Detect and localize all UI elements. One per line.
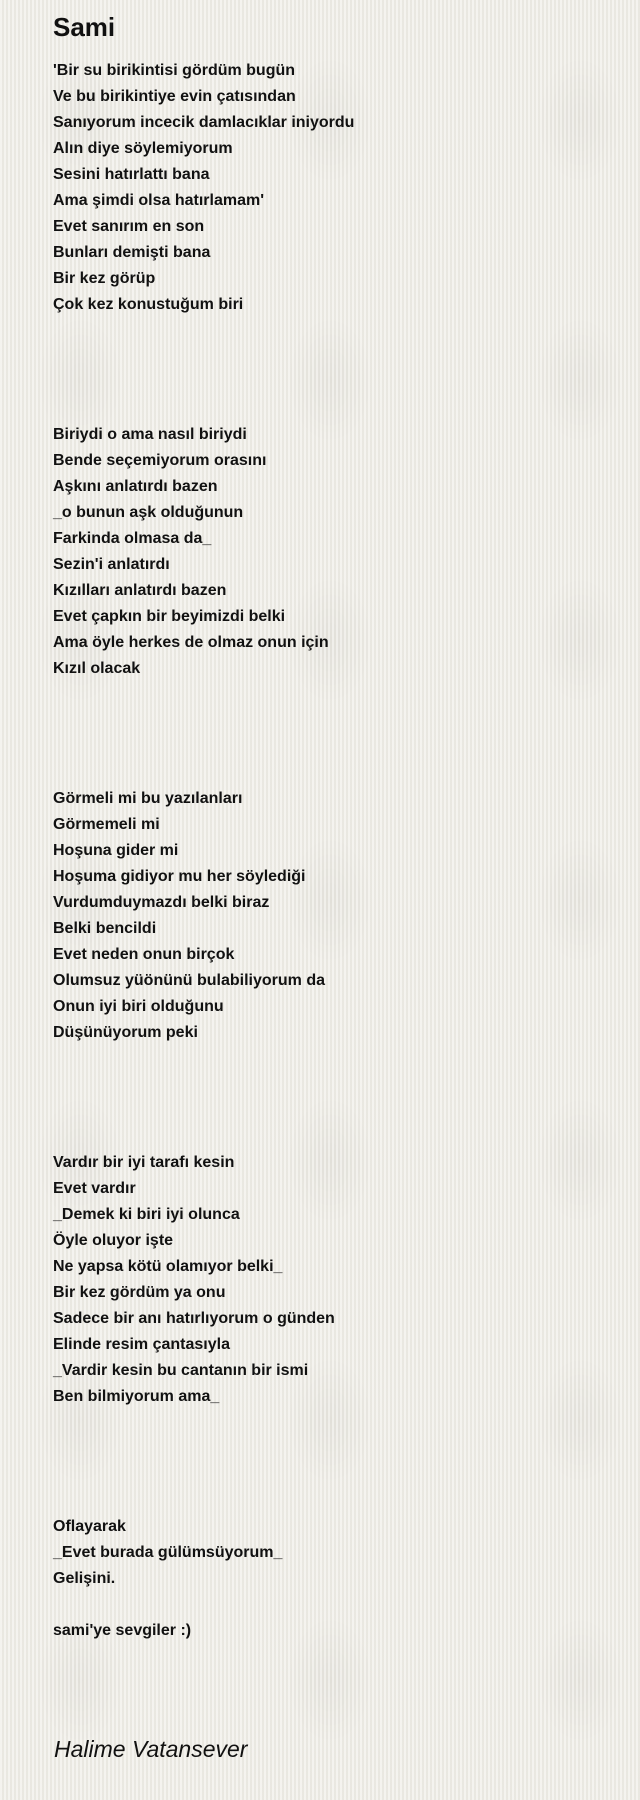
stanza-5 xyxy=(53,1514,613,1592)
poem-line: Kızılları anlatırdı bazen xyxy=(53,582,227,599)
poem-line: _Evet burada gülümsüyorum_ xyxy=(53,1544,283,1561)
poem-line: Ben bilmiyorum ama_ xyxy=(53,1388,220,1405)
blank-line xyxy=(53,1124,613,1150)
blank-line xyxy=(53,682,613,708)
poem-line: Ne yapsa kötü olamıyor belki_ xyxy=(53,1258,283,1275)
poem-line: Sadece bir anı hatırlıyorum o günden xyxy=(53,1310,335,1327)
blank-line xyxy=(53,1592,613,1618)
blank-line xyxy=(53,1046,613,1072)
poem-line: Vurdumduymazdı belki biraz xyxy=(53,894,270,911)
poem-line: Düşünüyorum peki xyxy=(53,1024,198,1041)
poem-line: Evet vardır xyxy=(53,1180,136,1197)
blank-line xyxy=(53,1436,613,1462)
poem-author: Halime Vatansever xyxy=(54,1736,248,1762)
poem-line: Vardır bir iyi tarafı kesin xyxy=(53,1154,235,1171)
poem-line: Ve bu birikintiye evin çatısından xyxy=(53,88,296,105)
poem-dedication: sami'ye sevgiler :) xyxy=(53,1622,192,1639)
stanza-2 xyxy=(53,422,613,682)
poem-line: Gelişini. xyxy=(53,1570,116,1587)
poem-line: Alın diye söylemiyorum xyxy=(53,140,233,157)
stanza-4 xyxy=(53,1150,613,1410)
poem-line: Evet neden onun birçok xyxy=(53,946,235,963)
blank-line xyxy=(53,734,613,760)
poem-line: _Demek ki biri iyi olunca xyxy=(53,1206,240,1223)
poem-page xyxy=(53,0,613,1644)
blank-line xyxy=(53,708,613,734)
poem-title: Sami xyxy=(53,12,116,42)
poem-line: Belki bencildi xyxy=(53,920,157,937)
poem-line: Hoşuna gider mi xyxy=(53,842,179,859)
blank-line xyxy=(53,1098,613,1124)
poem-line: Bir kez gördüm ya onu xyxy=(53,1284,226,1301)
blank-line xyxy=(53,396,613,422)
blank-line xyxy=(53,318,613,344)
poem-line: Sesini hatırlattı bana xyxy=(53,166,210,183)
poem-line: Sezin'i anlatırdı xyxy=(53,556,170,573)
poem-line: _Vardir kesin bu cantanın bir ismi xyxy=(53,1362,309,1379)
poem-line: Bunları demişti bana xyxy=(53,244,211,261)
poem-line: Aşkını anlatırdı bazen xyxy=(53,478,218,495)
poem-line: Kızıl olacak xyxy=(53,660,141,677)
blank-line xyxy=(53,760,613,786)
poem-line: Öyle oluyor işte xyxy=(53,1232,174,1249)
poem-line: Çok kez konustuğum biri xyxy=(53,296,244,313)
poem-line: Görmeli mi bu yazılanları xyxy=(53,790,243,807)
blank-line xyxy=(53,1072,613,1098)
poem-line: Farkinda olmasa da_ xyxy=(53,530,212,547)
blank-line xyxy=(53,1410,613,1436)
poem-line: Elinde resim çantasıyla xyxy=(53,1336,230,1353)
poem-line: Oflayarak xyxy=(53,1518,126,1535)
poem-line: Olumsuz yüönünü bulabiliyorum da xyxy=(53,972,326,989)
poem-line: Evet sanırım en son xyxy=(53,218,205,235)
blank-line xyxy=(53,1488,613,1514)
poem-line: Ama şimdi olsa hatırlamam' xyxy=(53,192,264,209)
poem-line: Evet çapkın bir beyimizdi belki xyxy=(53,608,286,625)
poem-line: Sanıyorum incecik damlacıklar iniyordu xyxy=(53,114,355,131)
poem-line: Bende seçemiyorum orasını xyxy=(53,452,267,469)
stanza-3 xyxy=(53,786,613,1046)
blank-line xyxy=(53,370,613,396)
poem-body xyxy=(53,58,613,1644)
blank-line xyxy=(53,344,613,370)
poem-line: Görmemeli mi xyxy=(53,816,160,833)
poem-line: Biriydi o ama nasıl biriydi xyxy=(53,426,247,443)
blank-line xyxy=(53,1462,613,1488)
poem-line: Bir kez görüp xyxy=(53,270,156,287)
poem-line: Onun iyi biri olduğunu xyxy=(53,998,224,1015)
poem-line: 'Bir su birikintisi gördüm bugün xyxy=(53,62,296,79)
poem-line: _o bunun aşk olduğunun xyxy=(53,504,244,521)
poem-line: Hoşuma gidiyor mu her söylediği xyxy=(53,868,306,885)
poem-line: Ama öyle herkes de olmaz onun için xyxy=(53,634,329,651)
stanza-1 xyxy=(53,58,613,318)
